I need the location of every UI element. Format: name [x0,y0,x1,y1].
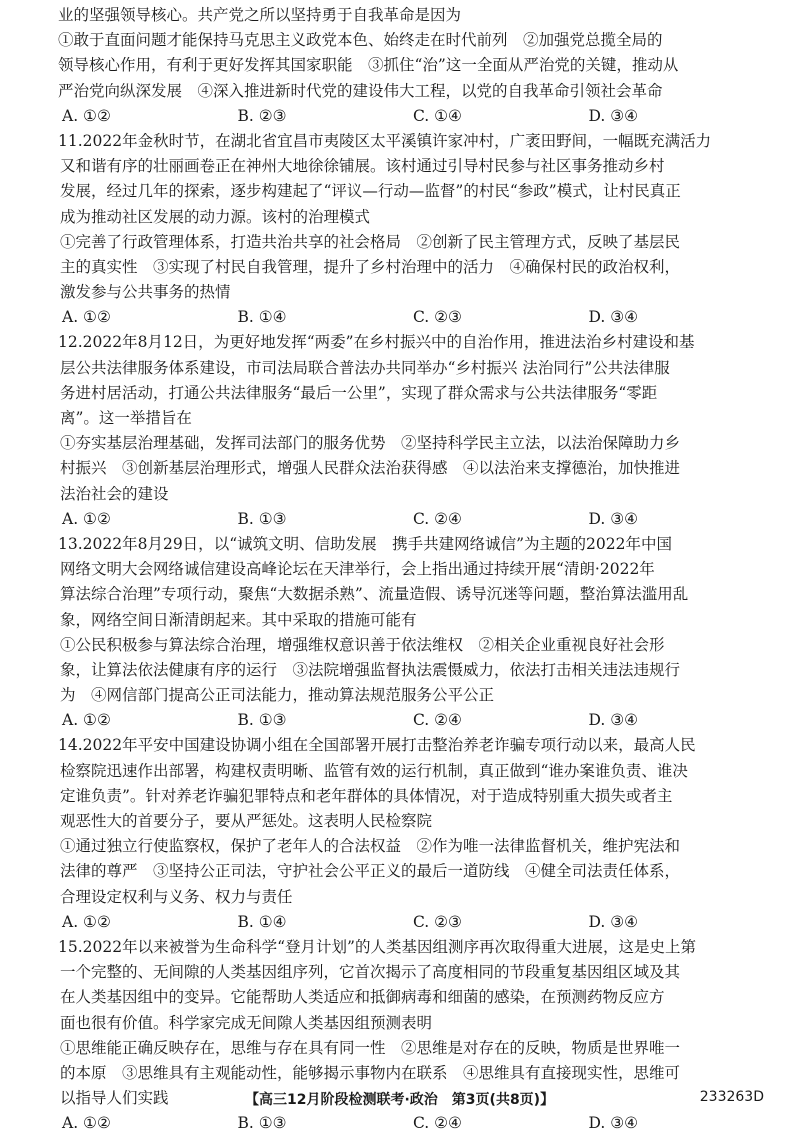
question-number: 11. [58,131,83,150]
question-text-line: 发展，经过几年的探索，逐步构建起了“评议—行动—监督”的村民“参政”模式，让村民真正 [60,182,681,201]
option-a[interactable]: A. ①② [62,1114,111,1133]
question-text-line: 2022年金秋时节，在湖北省宜昌市夷陵区太平溪镇许家冲村，广袤田野间，一幅既充满活力 [82,131,712,150]
question-text-line: 业的坚强领导核心。共产党之所以坚持勇于自我革命是因为 [58,6,462,24]
option-d[interactable]: D. ③④ [588,106,639,125]
question-text-line: 法治社会的建设 [60,484,169,503]
question-text-line: 象，网络空间日渐清朗起来。其中采取的措施可能有 [60,610,417,629]
question-text-line: 离”。这一举措旨在 [60,409,192,427]
question-text-line: 主的真实性 ③实现了村民自我管理，提升了乡村治理中的活力 ④确保村民的政治权利， [60,257,681,276]
question-text-line: 2022年8月12日，为更好地发挥“两委”在乡村振兴中的自治作用，推进法治乡村建设和基 [82,333,695,352]
question-text-line: 领导核心作用，有利于更好发挥其国家职能 ③抓住“治”这一全面从严治党的关键，推动从 [58,56,679,75]
question-text-line: 成为推动社区发展的动力源。该村的治理模式 [60,207,371,226]
option-b[interactable]: B. ①③ [237,509,287,528]
question-text-line: 村振兴 ③创新基层治理形式，增强人民群众法治获得感 ④以法治来支撑德治，加快推进 [60,459,681,478]
question-number: 13. [58,534,83,553]
option-b[interactable]: B. ①④ [237,308,287,327]
question-text-line: 的本原 ③思维具有主观能动性，能够揭示事物内在联系 ④思维具有直接现实性，思维可 [60,1063,681,1082]
question-text-line: 2022年8月29日，以“诚筑文明、信助发展 携手共建网络诚信”为主题的2022年中国 [82,534,672,553]
answer-options [58,507,764,532]
option-c[interactable]: C. ①④ [413,106,462,125]
question-text-line: 检察院迅速作出部署，构建权责明晰、监管有效的运行机制，真正做到“谁办案谁负责、谁决 [60,761,688,780]
question-text-line: 象，让算法依法健康有序的运行 ③法院增强监督执法震慑威力，依法打击相关违法违规行 [60,660,681,679]
option-c[interactable]: C. ②④ [413,1114,462,1133]
option-d[interactable]: D. ③④ [588,509,639,528]
question-text-line: 务进村居活动，打通公共法律服务“最后一公里”，实现了群众需求与公共法律服务“零距 [60,383,658,402]
option-a[interactable]: A. ①② [62,711,111,730]
question-text-line: 网络文明大会网络诚信建设高峰论坛在天津举行，会上指出通过持续开展“清朗·2022年 [60,560,655,579]
question-12 [58,330,764,532]
answer-options [58,708,764,733]
question-14 [58,733,764,935]
answer-options [58,910,764,935]
question-text-line: 层公共法律服务体系建设，市司法局联合普法办共同举办“乡村振兴 法治同行”公共法律服 [60,358,670,377]
option-a[interactable]: A. ①② [62,912,111,931]
question-text-line: ①公民积极参与算法综合治理，增强维权意识善于依法维权 ②相关企业重视良好社会形 [60,635,665,654]
exam-code: 233263D [699,1089,764,1105]
question-text-line: 2022年以来被誉为生命科学“登月计划”的人类基因组测序再次取得重大进展，这是史上第 [82,937,696,956]
question-text-line: ①通过独立行使监察权，保护了老年人的合法权益 ②作为唯一法律监督机关，维护宪法和 [60,837,681,856]
question-text-line: 激发参与公共事务的热情 [60,283,231,302]
question-text-line: 又和谐有序的壮丽画卷正在神州大地徐徐铺展。该村通过引导村民参与社区事务推动乡村 [60,157,665,176]
option-d[interactable]: D. ③④ [588,308,639,327]
question-text-line: 面也很有价值。科学家完成无间隙人类基因组预测表明 [60,1013,433,1032]
question-number: 14. [58,736,83,755]
option-a[interactable]: A. ①② [62,106,111,125]
option-b[interactable]: B. ①④ [237,912,287,931]
question-number: 15. [58,937,83,956]
question-text-line: 在人类基因组中的变异。它能帮助人类适应和抵御病毒和细菌的感染，在预测药物反应方 [60,988,665,1007]
question-11 [58,129,764,331]
question-text-line: 算法综合治理”专项行动，聚焦“大数据杀熟”、流量造假、诱导沉迷等问题，整治算法滥用乱 [60,585,689,604]
question-text-line: 观恶性大的首要分子，要从严惩处。这表明人民检察院 [60,812,433,830]
option-a[interactable]: A. ①② [62,308,111,327]
question-text-line: 法律的尊严 ③坚持公正司法，守护社会公平正义的最后一道防线 ④健全司法责任体系， [60,862,681,881]
question-text-line: 严治党向纵深发展 ④深入推进新时代党的建设伟大工程，以党的自我革命引领社会革命 [58,81,663,100]
option-b[interactable]: B. ①③ [237,711,287,730]
option-d[interactable]: D. ③④ [588,912,639,931]
option-c[interactable]: C. ②③ [413,308,462,327]
question-text-line: ①思维能正确反映存在，思维与存在具有同一性 ②思维是对存在的反映，物质是世界唯一 [60,1038,681,1057]
question-text-line: 2022年平安中国建设协调小组在全国部署开展打击整治养老诈骗专项行动以来，最高人民 [82,736,696,755]
question-text-line: 定谁负责”。针对养老诈骗犯罪特点和老年群体的具体情况，对于造成特别重大损失或者主 [60,786,673,805]
footer-title: 【高三12月阶段检测联考·政治 第3页(共8页)】 [245,1092,555,1108]
answer-options [58,104,764,129]
page-footer [0,1089,794,1113]
question-text-line: ①敢于直面问题才能保持马克思主义政党本色、始终走在时代前列 ②加强党总揽全局的 [58,31,663,50]
question-text-line: 为 ④网信部门提高公正司法能力，推动算法规范服务公平公正 [60,686,495,705]
question-text-line: ①完善了行政管理体系，打造共治共享的社会格局 ②创新了民主管理方式，反映了基层民 [60,232,681,251]
option-b[interactable]: B. ②③ [237,106,287,125]
option-c[interactable]: C. ②④ [413,509,462,528]
question-13 [58,532,764,734]
question-text-line: 以指导人们实践 [60,1089,169,1108]
option-c[interactable]: C. ②③ [413,912,462,931]
question-text-line: 合理设定权利与义务、权力与责任 [60,887,293,906]
question-text-line: ①夯实基层治理基础，发挥司法部门的服务优势 ②坚持科学民主立法，以法治保障助力乡 [60,434,681,453]
option-d[interactable]: D. ③④ [588,1114,639,1133]
answer-options [58,305,764,330]
question-10-continued [58,3,764,129]
answer-options [58,1111,764,1136]
option-a[interactable]: A. ①② [62,509,111,528]
question-number: 12. [58,333,83,352]
option-d[interactable]: D. ③④ [588,711,639,730]
question-text-line: 一个完整的、无间隙的人类基因组序列，它首次揭示了高度相同的节段重复基因组区域及其 [60,963,681,982]
option-c[interactable]: C. ②④ [413,711,462,730]
option-b[interactable]: B. ①③ [237,1114,287,1133]
